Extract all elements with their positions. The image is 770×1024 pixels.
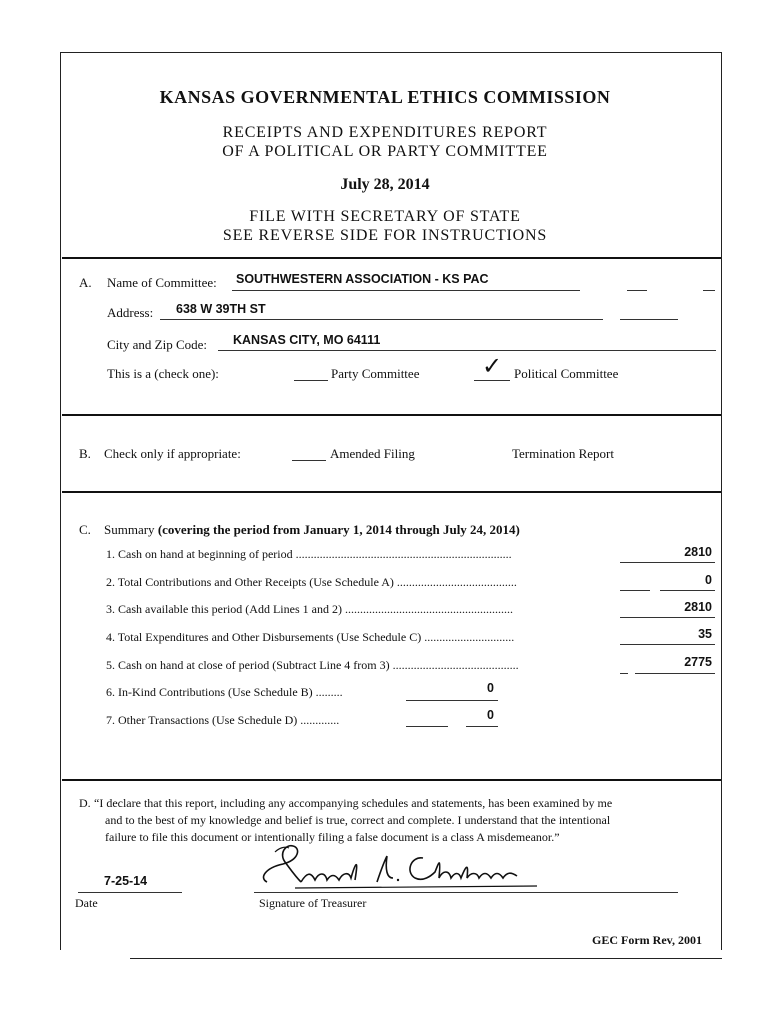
committee-name-label: Name of Committee: [107, 275, 217, 290]
check-if-appropriate-label: Check only if appropriate: [104, 446, 241, 461]
section-a-letter: A. [79, 275, 92, 290]
summary-line-6-rule [406, 700, 498, 701]
summary-line-5-label: 5. Cash on hand at close of period (Subtract Line 4 from 3) .......................................... [106, 658, 519, 672]
date-line [78, 892, 182, 893]
treasurer-signature [255, 842, 545, 894]
summary-line-5-value: 2775 [684, 655, 712, 669]
summary-line-5-rule-a [620, 673, 628, 674]
extra-line-1 [627, 290, 647, 291]
summary-prefix: Summary [104, 522, 158, 537]
section-b-divider [62, 491, 721, 493]
summary-line-7-rule-b [466, 726, 498, 727]
summary-line-3-value: 2810 [684, 600, 712, 614]
summary-line-7-label: 7. Other Transactions (Use Schedule D) ............. [106, 713, 340, 727]
section-b-letter: B. [79, 446, 91, 461]
party-committee-label: Party Committee [331, 366, 420, 381]
date-label: Date [75, 896, 98, 910]
declaration-line-1: “I declare that this report, including any accompanying schedules and statements, has been examined by me [94, 796, 613, 810]
summary-period: (covering the period from January 1, 2014 through July 24, 2014) [157, 522, 520, 537]
section-c-divider [62, 779, 721, 781]
section-d-letter: D. [79, 796, 91, 810]
amended-filing-label: Amended Filing [330, 446, 415, 461]
address-line [160, 319, 603, 320]
signature-label: Signature of Treasurer [259, 896, 367, 910]
summary-line-2-label: 2. Total Contributions and Other Receipts (Use Schedule A) ........................................ [106, 575, 517, 589]
report-date: July 28, 2014 [340, 176, 430, 193]
declaration-line-2: and to the best of my knowledge and belief is true, correct and complete. I understand that the intentional [105, 813, 611, 827]
header-divider [62, 257, 721, 259]
summary-line-4-rule [620, 644, 715, 645]
party-committee-blank[interactable] [294, 380, 328, 381]
political-committee-blank[interactable] [474, 380, 510, 381]
summary-line-6-label: 6. In-Kind Contributions (Use Schedule B) ......... [106, 685, 343, 699]
summary-line-2-value: 0 [705, 573, 712, 587]
summary-line-4-label: 4. Total Expenditures and Other Disbursements (Use Schedule C) .............................. [106, 630, 515, 644]
report-title-line2: OF A POLITICAL OR PARTY COMMITTEE [222, 143, 548, 160]
summary-line-6-value: 0 [487, 681, 494, 695]
agency-title: KANSAS GOVERNMENTAL ETHICS COMMISSION [159, 87, 611, 107]
declaration-line-3: failure to file this document or intentionally filing a false document is a class A misdemeanor.” [105, 830, 560, 844]
summary-heading [104, 522, 520, 538]
signature-date-value: 7-25-14 [104, 874, 148, 888]
section-c-letter: C. [79, 522, 91, 537]
summary-line-4-value: 35 [698, 627, 712, 641]
summary-line-7-rule-a [406, 726, 448, 727]
summary-line-1-value: 2810 [684, 545, 712, 559]
amended-filing-blank[interactable] [292, 460, 326, 461]
address-line-2 [620, 319, 678, 320]
city-zip-label: City and Zip Code: [107, 337, 208, 352]
see-reverse-instruction: SEE REVERSE SIDE FOR INSTRUCTIONS [222, 227, 548, 244]
political-committee-label: Political Committee [514, 366, 619, 381]
committee-name-value: SOUTHWESTERN ASSOCIATION - KS PAC [236, 272, 489, 286]
summary-line-1-rule [620, 562, 715, 563]
summary-line-3-label: 3. Cash available this period (Add Lines 1 and 2) ........................................................ [106, 602, 513, 616]
file-with-instruction: FILE WITH SECRETARY OF STATE [249, 208, 521, 225]
check-one-label: This is a (check one): [107, 366, 219, 381]
form-revision: GEC Form Rev, 2001 [592, 933, 702, 947]
summary-line-2-rule-b [660, 590, 715, 591]
address-label: Address: [107, 305, 154, 320]
summary-line-2-rule-a [620, 590, 650, 591]
city-zip-line [218, 350, 716, 351]
summary-line-5-rule-b [635, 673, 715, 674]
report-title-line1: RECEIPTS AND EXPENDITURES REPORT [222, 124, 548, 141]
section-a-divider [62, 414, 721, 416]
address-value: 638 W 39TH ST [176, 302, 266, 316]
signature-line [254, 892, 678, 893]
frame-bottom [130, 958, 722, 959]
committee-name-line [232, 290, 580, 291]
summary-line-7-value: 0 [487, 708, 494, 722]
summary-line-3-rule [620, 617, 715, 618]
extra-line-2 [703, 290, 715, 291]
summary-line-1-label: 1. Cash on hand at beginning of period ........................................................................ [106, 547, 512, 561]
termination-report-label: Termination Report [512, 446, 614, 461]
check-mark-icon: ✓ [482, 352, 503, 380]
city-zip-value: KANSAS CITY, MO 64111 [233, 333, 381, 347]
frame-top [60, 52, 722, 53]
